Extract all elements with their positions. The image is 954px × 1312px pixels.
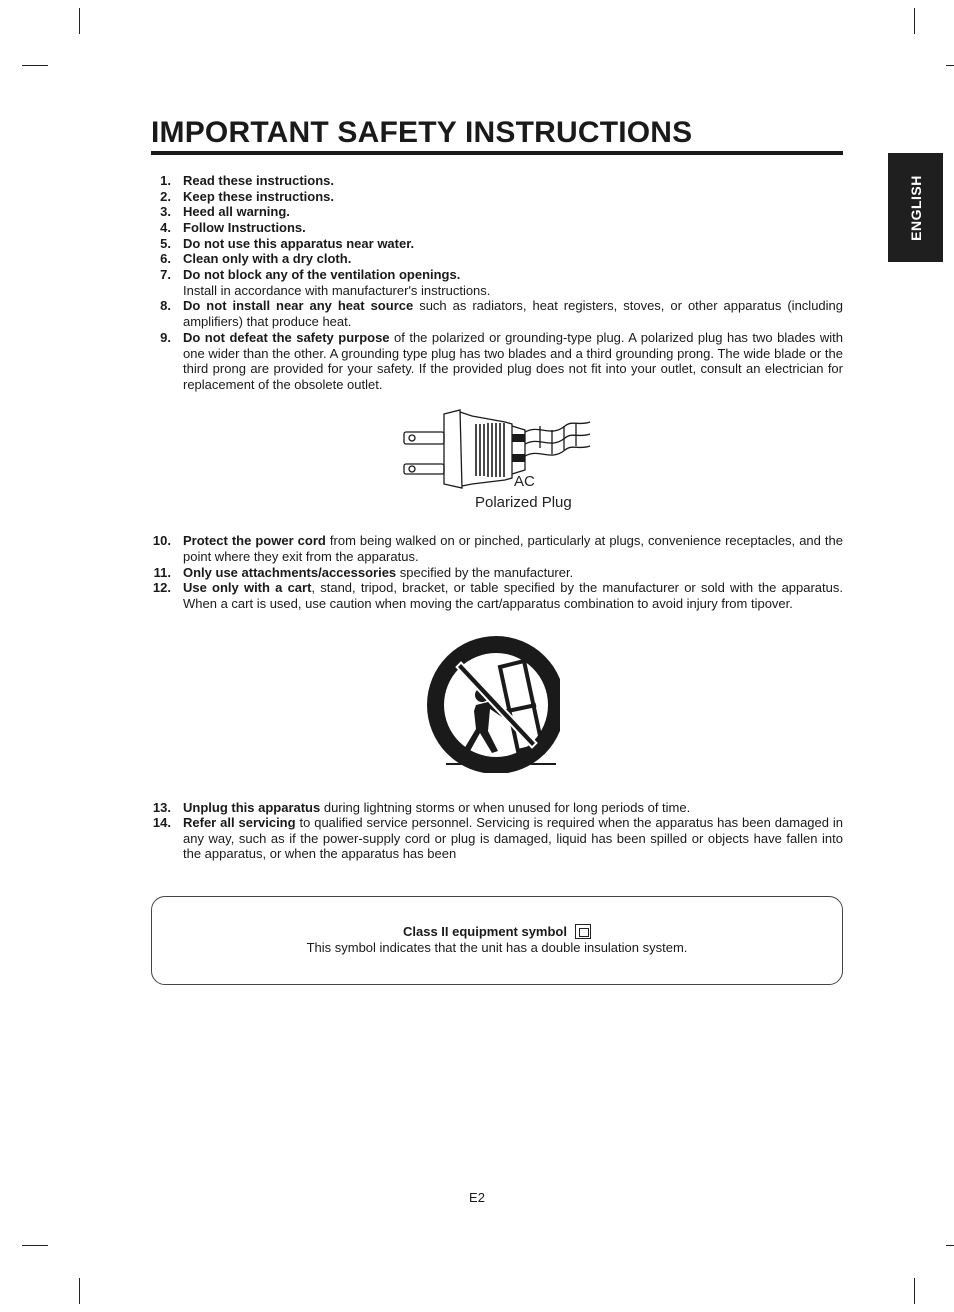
item-subtext: Install in accordance with manufacturer's instructions. (183, 282, 491, 298)
crop-mark (946, 65, 954, 66)
item-text: Do not install near any heat source (183, 298, 414, 313)
item-text: Do not defeat the safety purpose (183, 330, 390, 345)
item-number: 1. (160, 173, 171, 188)
class-ii-title-text: Class II equipment symbol (403, 924, 567, 939)
item-number: 9. (160, 330, 171, 345)
cart-tipover-warning-icon (418, 633, 560, 773)
title-underline (151, 151, 843, 155)
crop-mark (946, 1245, 954, 1246)
item-text: Keep these instructions. (183, 189, 334, 204)
item-text: Protect the power cord (183, 533, 326, 548)
item-text: Refer all servicing (183, 815, 296, 830)
page-number: E2 (469, 1190, 485, 1205)
item-number: 10. (152, 533, 171, 548)
item-number: 7. (160, 267, 171, 282)
item-text: Only use attachments/accessories (183, 565, 397, 580)
item-number: 13. (152, 800, 171, 815)
item-number: 4. (160, 220, 171, 235)
item-text: Use only with a cart (183, 580, 312, 595)
item-text: Unplug this apparatus (183, 800, 321, 815)
item-number: 5. (160, 236, 171, 251)
item-text: Do not use this apparatus near water. (183, 236, 415, 251)
item-subtext: such as radiators, heat registers, stoves, or other apparatus (including amplifiers) that produce heat. (183, 298, 843, 329)
item-text: Heed all warning. (183, 204, 290, 219)
item-text: Do not block any of the ventilation openings. (183, 267, 461, 282)
item-text: Follow Instructions. (183, 220, 306, 235)
item-number: 3. (160, 204, 171, 219)
item-subtext: during lightning storms or when unused for long periods of time. (320, 800, 691, 815)
item-subtext: to qualified service personnel. Servicing is required when the apparatus has been damaged in any way, such as if the power-supply cord or plug is damaged, liquid has been spilled or objects have fallen into the apparatus, or when the apparatus has been (183, 815, 844, 862)
item-number: 11. (153, 565, 171, 580)
crop-mark (22, 65, 48, 66)
language-tab-label: ENGLISH (907, 174, 924, 241)
item-number: 12. (152, 580, 171, 595)
item-subtext: from being walked on or pinched, particularly at plugs, convenience receptacles, and the point where they exit from the apparatus. (183, 533, 844, 564)
language-tab (888, 153, 943, 262)
item-number: 14. (152, 815, 171, 830)
class-ii-description: This symbol indicates that the unit has a double insulation system. (306, 940, 688, 955)
crop-mark (79, 8, 80, 34)
page-title: IMPORTANT SAFETY INSTRUCTIONS (151, 116, 693, 149)
item-subtext: of the polarized or grounding-type plug. A polarized plug has two blades with one wider than the other. A grounding type plug has two blades and a third grounding prong. The wide blade or the third prong are provided for your safety. If the provided plug does not fit into your outlet, consult an electrician for replacement of the obsolete outlet. (183, 330, 843, 393)
polarized-plug-illustration (400, 404, 600, 492)
class-ii-title (152, 924, 842, 939)
class-ii-notice-box (151, 896, 843, 985)
crop-mark (22, 1245, 48, 1246)
item-subtext: specified by the manufacturer. (396, 565, 574, 580)
crop-mark (79, 1278, 80, 1304)
crop-mark (914, 1278, 915, 1304)
plug-label-ac: AC (514, 473, 535, 490)
item-number: 8. (160, 298, 171, 313)
crop-mark (914, 8, 915, 34)
item-text: Clean only with a dry cloth. (183, 251, 352, 266)
item-text: Read these instructions. (183, 173, 334, 188)
item-number: 2. (160, 189, 171, 204)
plug-label-polarized: Polarized Plug (475, 494, 572, 511)
item-number: 6. (160, 251, 171, 266)
item-subtext: , stand, tripod, bracket, or table specified by the manufacturer or sold with the apparatus. When a cart is used, use caution when moving the cart/apparatus combination to avoid injury from tipover. (183, 580, 843, 611)
class-ii-symbol-icon (575, 924, 591, 939)
